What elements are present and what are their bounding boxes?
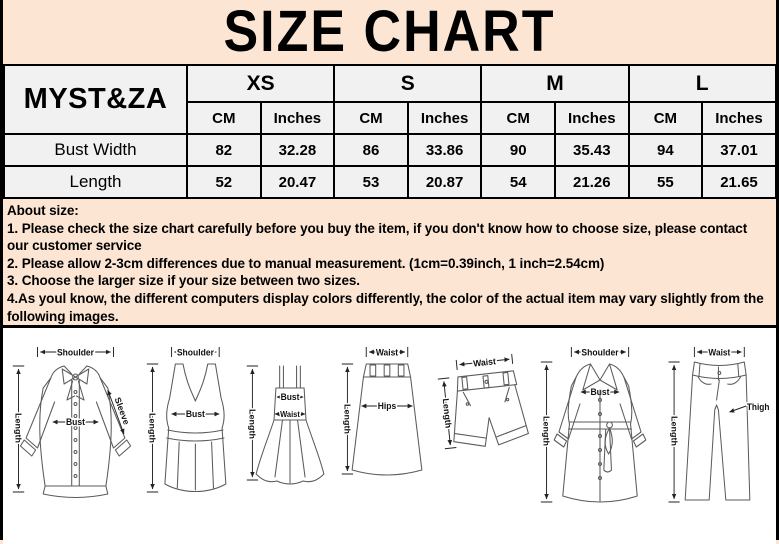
blouse-diagram — [9, 344, 142, 518]
unit-header-inches: Inches — [261, 102, 335, 134]
length-m-inches: 21.26 — [555, 166, 629, 198]
bust-s-inches: 33.86 — [408, 134, 482, 166]
length-l-cm: 55 — [629, 166, 703, 198]
unit-header-inches: Inches — [702, 102, 776, 134]
unit-header-inches: Inches — [555, 102, 629, 134]
size-header-row — [4, 65, 776, 102]
length-s-inches: 20.87 — [408, 166, 482, 198]
blouse-bust-label: Bust — [66, 416, 85, 428]
about-size-heading: About size: — [7, 203, 79, 218]
bust-s-cm: 86 — [334, 134, 408, 166]
pants-length-label: Length — [669, 416, 679, 447]
blouse-sleeve-label: Sleeve — [112, 395, 132, 427]
about-note-4: 4.As youl know, the different computers display colors differently, the color of the actual item may vary slightly from the following images. — [7, 290, 764, 324]
blouse-shoulder-label: Shoulder — [56, 347, 95, 358]
about-note-2: 2. Please allow 2-3cm differences due to manual measurement. (1cm=0.39inch, 1 inch=2.54cm) — [7, 255, 605, 271]
tank-top-diagram — [143, 344, 243, 518]
shorts-length-label: Length — [440, 397, 454, 429]
size-header-s: S — [334, 65, 481, 102]
bust-xs-inches: 32.28 — [261, 134, 335, 166]
size-header-l: L — [629, 65, 776, 102]
about-note-3: 3. Choose the larger size if your size between two sizes. — [7, 273, 360, 289]
length-l-inches: 21.65 — [702, 166, 776, 198]
row-label-bust-width: Bust Width — [4, 134, 187, 166]
shorts-waist-label: Waist — [472, 356, 497, 369]
coat-shoulder-label: Shoulder — [580, 347, 619, 358]
length-m-cm: 54 — [481, 166, 555, 198]
bust-m-inches: 35.43 — [555, 134, 629, 166]
shorts-diagram — [436, 344, 536, 518]
tank-bust-label: Bust — [185, 408, 205, 420]
coat-diagram — [537, 344, 663, 519]
slip-dress-diagram — [243, 344, 337, 518]
unit-header-inches: Inches — [408, 102, 482, 134]
pants-thigh-label: Thigh — [746, 401, 770, 413]
length-xs-cm: 52 — [187, 166, 261, 198]
size-header-m: M — [481, 65, 628, 102]
coat-length-label: Length — [541, 416, 551, 447]
bust-m-cm: 90 — [481, 134, 555, 166]
measurement-diagrams — [3, 325, 776, 544]
tank-length-label: Length — [147, 413, 157, 444]
length-xs-inches: 20.47 — [261, 166, 335, 198]
bust-xs-cm: 82 — [187, 134, 261, 166]
dress-bust-label: Bust — [280, 391, 300, 403]
size-header-xs: XS — [187, 65, 334, 102]
dress-length-label: Length — [247, 409, 258, 440]
dress-waist-label: Waist — [280, 409, 300, 420]
about-note-1: 1. Please check the size chart carefully before you buy the item, if you don't know how to choose size, please contact our customer service — [7, 220, 748, 254]
coat-bust-label: Bust — [589, 386, 610, 398]
page-title: SIZE CHART — [223, 0, 556, 65]
skirt-diagram — [338, 344, 436, 518]
unit-header-cm: CM — [481, 102, 555, 134]
skirt-hips-label: Hips — [377, 400, 396, 412]
pants-diagram — [663, 344, 772, 519]
pants-waist-label: Waist — [708, 347, 731, 358]
blouse-length-label: Length — [13, 413, 24, 444]
unit-header-cm: CM — [187, 102, 261, 134]
unit-header-cm: CM — [629, 102, 703, 134]
bust-l-cm: 94 — [629, 134, 703, 166]
size-table — [3, 64, 777, 199]
skirt-waist-label: Waist — [375, 347, 398, 358]
about-size-section — [3, 199, 776, 325]
table-row — [4, 134, 776, 166]
row-label-length: Length — [4, 166, 187, 198]
unit-header-cm: CM — [334, 102, 408, 134]
title-bar — [3, 0, 776, 64]
tank-shoulder-label: Shoulder — [176, 347, 214, 358]
table-row — [4, 166, 776, 198]
bust-l-inches: 37.01 — [702, 134, 776, 166]
length-s-cm: 53 — [334, 166, 408, 198]
brand-name: MYST&ZA — [4, 65, 187, 134]
skirt-length-label: Length — [342, 404, 352, 435]
